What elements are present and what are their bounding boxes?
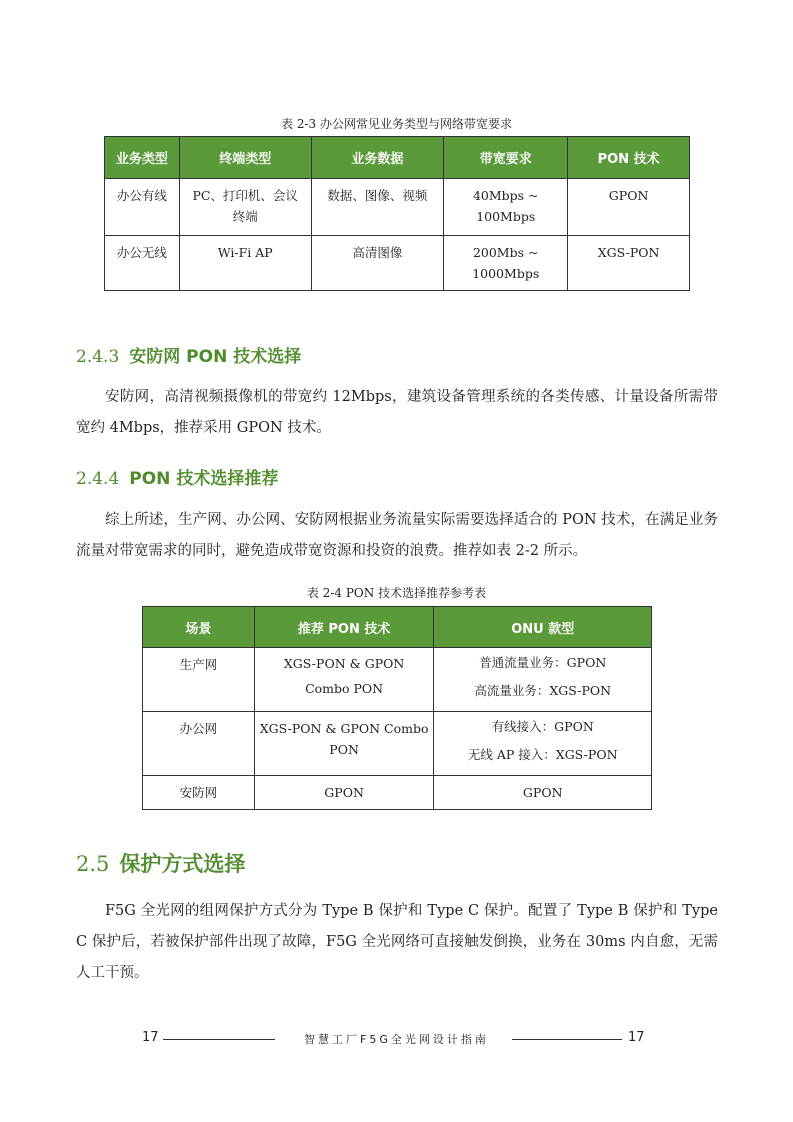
cell-line: XGS-PON & GPON xyxy=(283,656,405,671)
table-cell: XGS-PON xyxy=(568,236,690,291)
page-footer xyxy=(0,1030,793,1050)
table-header: PON 技术 xyxy=(568,137,690,179)
section-heading-2-4-3 xyxy=(76,342,301,367)
table-cell xyxy=(434,648,652,712)
table-header: 带宽要求 xyxy=(444,137,568,179)
table-cell xyxy=(254,648,434,712)
table-2-4-caption: 表 2-4 PON 技术选择推荐参考表 xyxy=(306,586,487,600)
paragraph-2-5: F5G 全光网的组网保护方式分为 Type B 保护和 Type C 保护。配置了 Type B 保护和 Type C 保护后，若被保护部件出现了故障，F5G 全光网络可直接触发倒换，业务在 30ms 内自愈，无需人工干预。 xyxy=(76,903,718,981)
cell-line: XGS-PON & GPON Combo xyxy=(259,721,429,736)
footer-title: 智慧工厂F5G全光网设计指南 xyxy=(304,1033,489,1046)
table-row xyxy=(143,776,652,810)
cell-line: 无线 AP 接入：XGS-PON xyxy=(467,747,618,762)
table-cell: 200Mbs ~ 1000Mbps xyxy=(444,236,568,291)
table-cell xyxy=(434,712,652,776)
footer-rule-right xyxy=(512,1039,622,1040)
section-number: 2.4.4 xyxy=(76,469,120,489)
table-cell: PC、打印机、会议终端 xyxy=(179,179,311,236)
table-cell xyxy=(254,712,434,776)
page-number-left: 17 xyxy=(142,1030,159,1045)
table-cell: GPON xyxy=(254,776,434,810)
table-2-4 xyxy=(142,606,652,810)
table-cell: 办公有线 xyxy=(105,179,180,236)
footer-rule-left xyxy=(163,1039,275,1040)
cell-line: 普通流量业务：GPON xyxy=(479,655,607,670)
table-cell: 高清图像 xyxy=(311,236,444,291)
section-title: 保护方式选择 xyxy=(119,852,246,876)
section-number: 2.4.3 xyxy=(76,347,120,367)
table-header: 终端类型 xyxy=(179,137,311,179)
cell-line: 有线接入：GPON xyxy=(491,719,594,734)
table-cell: Wi-Fi AP xyxy=(179,236,311,291)
table-cell: 40Mbps ~ 100Mbps xyxy=(444,179,568,236)
table-header: 推荐 PON 技术 xyxy=(254,607,434,648)
section-number: 2.5 xyxy=(76,852,110,876)
table-row xyxy=(143,712,652,776)
table-2-3-caption: 表 2-3 办公网常见业务类型与网络带宽要求 xyxy=(281,117,512,131)
table-cell: 办公网 xyxy=(143,712,255,776)
section-heading-2-4-4 xyxy=(76,464,278,489)
table-cell: 办公无线 xyxy=(105,236,180,291)
cell-line: 高流量业务：XGS-PON xyxy=(474,683,612,698)
table-cell: 数据、图像、视频 xyxy=(311,179,444,236)
table-header: 场景 xyxy=(143,607,255,648)
cell-line: PON xyxy=(329,742,359,757)
cell-line: Combo PON xyxy=(305,681,384,696)
table-cell: 安防网 xyxy=(143,776,255,810)
table-header: ONU 款型 xyxy=(434,607,652,648)
paragraph-2-4-3: 安防网，高清视频摄像机的带宽约 12Mbps，建筑设备管理系统的各类传感、计量设备所需带宽约 4Mbps，推荐采用 GPON 技术。 xyxy=(76,389,718,436)
table-cell: GPON xyxy=(434,776,652,810)
table-row xyxy=(105,236,690,291)
table-row xyxy=(143,648,652,712)
table-cell: GPON xyxy=(568,179,690,236)
section-title: 安防网 PON 技术选择 xyxy=(129,347,302,367)
section-heading-2-5 xyxy=(76,848,245,878)
table-cell: 生产网 xyxy=(143,648,255,712)
page-number-right: 17 xyxy=(628,1030,645,1045)
table-2-3 xyxy=(104,136,690,291)
paragraph-2-4-4: 综上所述，生产网、办公网、安防网根据业务流量实际需要选择适合的 PON 技术，在满足业务流量对带宽需求的同时，避免造成带宽资源和投资的浪费。推荐如表 2-2 所示。 xyxy=(76,512,718,559)
table-header: 业务数据 xyxy=(311,137,444,179)
table-header: 业务类型 xyxy=(105,137,180,179)
table-row xyxy=(105,179,690,236)
section-title: PON 技术选择推荐 xyxy=(129,469,279,489)
